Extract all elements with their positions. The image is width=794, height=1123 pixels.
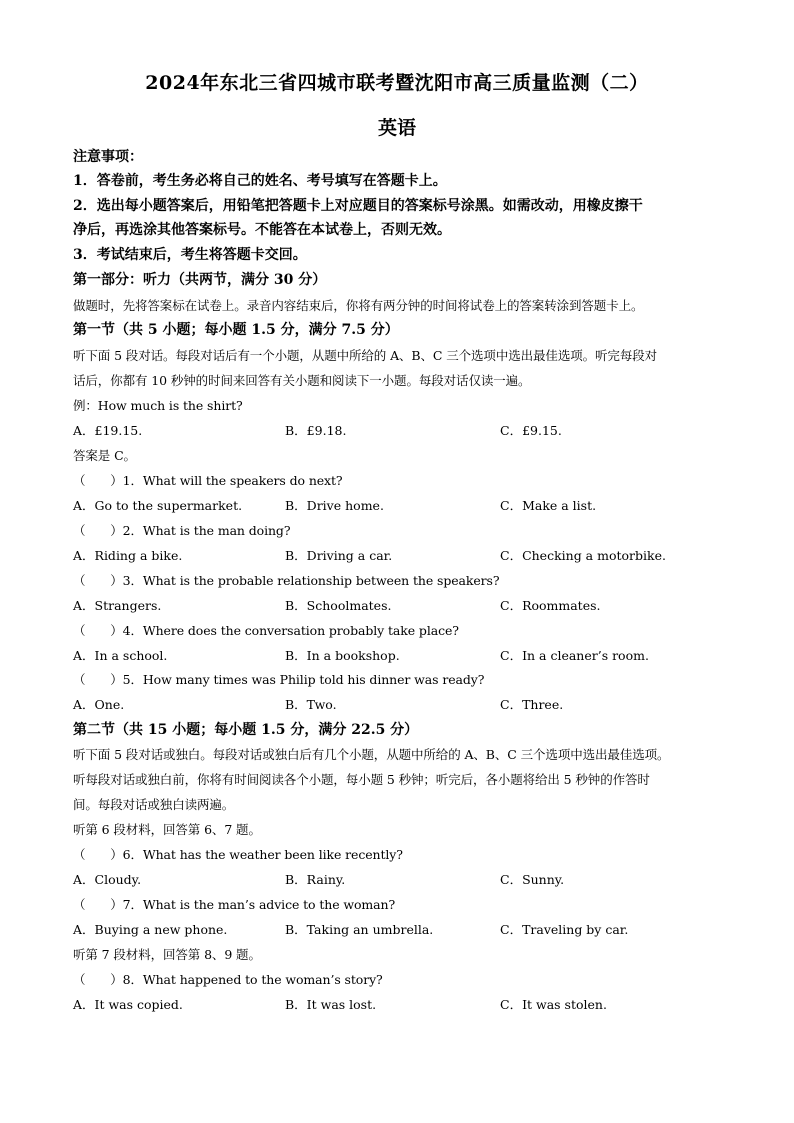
option-c: C．Checking a motorbike. [500,548,666,563]
question-stem: （ ）7．What is the man’s advice to the woman? [73,897,396,912]
section2-heading: 第二节（共 15 小题；每小题 1.5 分，满分 22.5 分） [73,722,419,738]
option-a: A．In a school. [73,648,168,663]
option-a: A．Cloudy. [73,872,142,887]
section2-instruction: 听下面 5 段对话或独白。每段对话或独白后有几个小题，从题中所给的 A、B、C 三个选项中选出最佳选项。 [73,747,670,762]
example-answer: 答案是 C。 [73,448,136,463]
example-option-b: B．£9.18. [285,423,347,438]
option-c: C．Sunny. [500,872,565,887]
option-a: A．It was copied. [73,997,183,1012]
note-item: 净后，再选涂其他答案标号。不能答在本试卷上，否则无效。 [73,222,451,238]
note-item: 3．考试结束后，考生将答题卡交回。 [73,247,307,263]
option-c: C．It was stolen. [500,997,607,1012]
option-a: A．Riding a bike. [73,548,183,563]
option-c: C．In a cleaner’s room. [500,648,649,663]
example-option-c: C．£9.15. [500,423,562,438]
option-c: C．Three. [500,697,564,712]
question-stem: （ ）8．What happened to the woman’s story? [73,972,383,987]
subject-title: 英语 [377,117,416,139]
exam-title: 2024年东北三省四城市联考暨沈阳市高三质量监测（二） [145,72,649,94]
option-b: B．It was lost. [285,997,377,1012]
option-a: A．Strangers. [73,598,162,613]
part1-heading: 第一部分：听力（共两节，满分 30 分） [73,272,327,288]
question-stem: （ ）2．What is the man doing? [73,523,291,538]
section1-instruction: 听下面 5 段对话。每段对话后有一个小题，从题中所给的 A、B、C 三个选项中选出最佳选项。听完每段对 [73,348,658,363]
option-c: C．Roommates. [500,598,601,613]
example-option-a: A．£19.15. [73,423,143,438]
option-b: B．Rainy. [285,872,346,887]
option-b: B．Two. [285,697,337,712]
option-c: C．Traveling by car. [500,922,629,937]
note-item: 2．选出每小题答案后，用铅笔把答题卡上对应题目的答案标号涂黑。如需改动，用橡皮擦干 [73,198,643,214]
question-stem: （ ）1．What will the speakers do next? [73,473,343,488]
section2-instruction: 间。每段对话或独白读两遍。 [73,797,235,812]
note-item: 1．答卷前，考生务必将自己的姓名、考号填写在答题卡上。 [73,173,447,189]
question-stem: （ ）5．How many times was Philip told his dinner was ready? [73,672,485,687]
notes-heading: 注意事项： [73,149,143,165]
material-intro: 听第 6 段材料，回答第 6、7 题。 [73,822,261,837]
section1-heading: 第一节（共 5 小题；每小题 1.5 分，满分 7.5 分） [73,322,399,338]
option-b: B．Taking an umbrella. [285,922,434,937]
option-b: B．Schoolmates. [285,598,392,613]
question-stem: （ ）6．What has the weather been like recently? [73,847,403,862]
example-question: 例：How much is the shirt? [73,398,243,413]
section1-instruction: 话后，你都有 10 秒钟的时间来回答有关小题和阅读下一小题。每段对话仅读一遍。 [73,373,531,388]
section2-instruction: 听每段对话或独白前，你将有时间阅读各个小题，每小题 5 秒钟；听完后，各小题将给出 5 秒钟的作答时 [73,772,650,787]
option-b: B．Driving a car. [285,548,393,563]
question-stem: （ ）4．Where does the conversation probably take place? [73,623,459,638]
option-b: B．Drive home. [285,498,384,513]
option-a: A．One. [73,697,125,712]
option-b: B．In a bookshop. [285,648,400,663]
material-intro: 听第 7 段材料，回答第 8、9 题。 [73,947,261,962]
question-stem: （ ）3．What is the probable relationship between the speakers? [73,573,500,588]
option-c: C．Make a list. [500,498,597,513]
option-a: A．Go to the supermarket. [73,498,243,513]
part1-instruction: 做题时，先将答案标在试卷上。录音内容结束后，你将有两分钟的时间将试卷上的答案转涂到答题卡上。 [73,298,644,313]
option-a: A．Buying a new phone. [73,922,228,937]
